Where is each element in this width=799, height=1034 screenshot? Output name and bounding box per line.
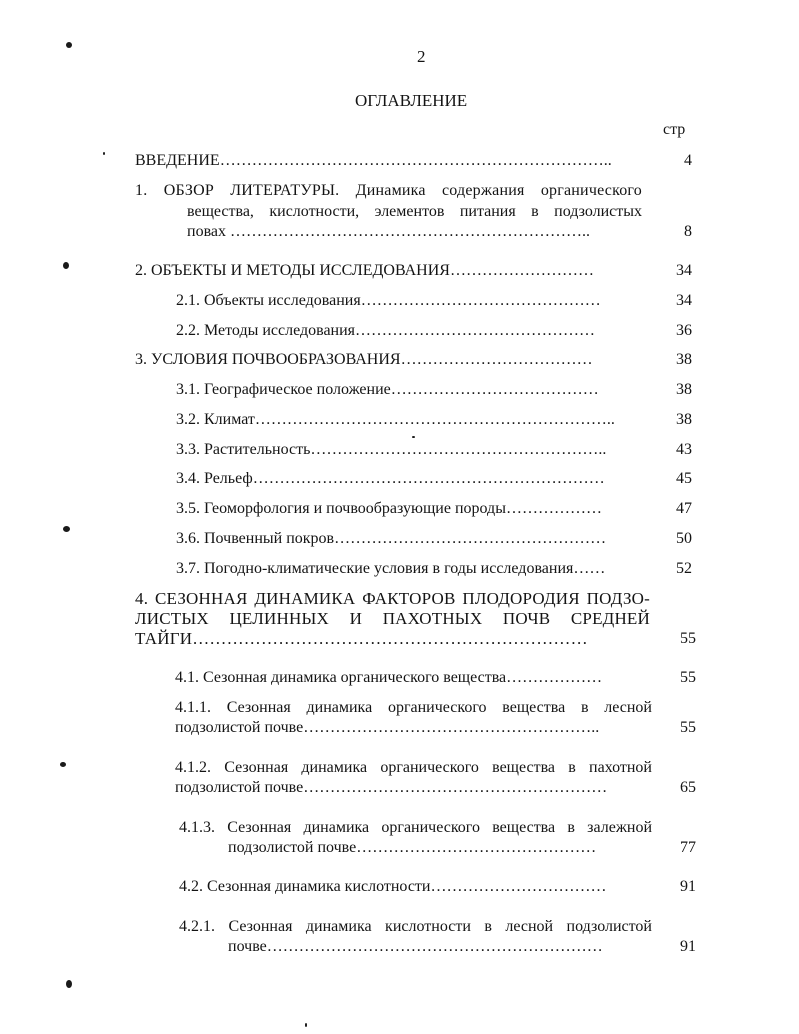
scan-speck: [412, 436, 415, 438]
scan-speck: [63, 262, 69, 269]
scan-speck: [60, 762, 66, 767]
toc-entry-4-1-1-line-1[interactable]: 4.1.1. Сезонная динамика органического вещества в лесной: [175, 699, 652, 716]
toc-page-number: 77: [680, 839, 696, 856]
toc-entry-4-1-2-line-1[interactable]: 4.1.2. Сезонная динамика органического вещества в пахотной: [175, 759, 652, 776]
toc-page-number: 65: [680, 779, 696, 796]
toc-page-number: 34: [676, 292, 692, 309]
toc-page-number: 55: [680, 630, 696, 647]
toc-entry-3-4[interactable]: 3.4. Рельеф…………………………………………………………: [176, 470, 605, 487]
toc-page-number: 55: [680, 669, 696, 686]
toc-entry-chapter-1-line-1[interactable]: 1. ОБЗОР ЛИТЕРАТУРЫ. Динамика содержания органического: [135, 182, 642, 199]
toc-page-number: 4: [684, 152, 692, 169]
toc-page-number: 52: [676, 560, 692, 577]
toc-entry-4-1-2-line-2: подзолистой почве…………………………………………………: [175, 779, 608, 796]
toc-page-number: 43: [676, 441, 692, 458]
toc-page-number: 91: [680, 938, 696, 955]
toc-page-number: 8: [684, 223, 692, 240]
toc-page-number: 38: [676, 381, 692, 398]
toc-page-number: 45: [676, 470, 692, 487]
toc-page-number: 91: [680, 878, 696, 895]
toc-entry-3-7[interactable]: 3.7. Погодно-климатические условия в годы исследования……: [176, 560, 606, 577]
toc-entry-2-1[interactable]: 2.1. Объекты исследования………………………………………: [176, 292, 601, 309]
page-column-label: стр: [663, 121, 686, 138]
toc-entry-3-1[interactable]: 3.1. Географическое положение…………………………………: [176, 381, 599, 398]
toc-entry-3-6[interactable]: 3.6. Почвенный покров……………………………………………: [176, 530, 607, 547]
scan-speck: [103, 152, 105, 155]
toc-entry-chapter-3[interactable]: 3. УСЛОВИЯ ПОЧВООБРАЗОВАНИЯ………………………………: [135, 351, 593, 368]
toc-entry-4-1[interactable]: 4.1. Сезонная динамика органического вещества………………: [175, 669, 603, 686]
page-number: 2: [417, 47, 426, 66]
toc-entry-4-2[interactable]: 4.2. Сезонная динамика кислотности……………………………: [179, 878, 607, 895]
toc-page-number: 34: [676, 262, 692, 279]
toc-entry-3-3[interactable]: 3.3. Растительность………………………………………………..: [176, 441, 607, 458]
toc-entry-chapter-4-line-1[interactable]: 4. СЕЗОННАЯ ДИНАМИКА ФАКТОРОВ ПЛОДОРОДИЯ ПОДЗО-: [135, 589, 650, 608]
toc-entry-2-2[interactable]: 2.2. Методы исследования………………………………………: [176, 322, 596, 339]
toc-entry-3-5[interactable]: 3.5. Геоморфология и почвообразующие породы………………: [176, 500, 602, 517]
toc-page-number: 47: [676, 500, 692, 517]
toc-entry-chapter-1-line-3: повах …………………………………………………………..: [187, 223, 591, 240]
scan-speck: [63, 526, 70, 532]
toc-entry-chapter-2[interactable]: 2. ОБЪЕКТЫ И МЕТОДЫ ИССЛЕДОВАНИЯ………………………: [135, 262, 594, 279]
toc-entry-4-2-1-line-1[interactable]: 4.2.1. Сезонная динамика кислотности в лесной подзолистой: [179, 918, 652, 935]
toc-page-number: 38: [676, 351, 692, 368]
toc-entry-4-1-3-line-2: подзолистой почве………………………………………: [228, 839, 597, 856]
toc-entry-chapter-1-line-2: вещества, кислотности, элементов питания в подзолистых: [187, 203, 642, 220]
toc-entry-chapter-4-line-2: ЛИСТЫХ ЦЕЛИННЫХ И ПАХОТНЫХ ПОЧВ СРЕДНЕЙ: [135, 609, 650, 628]
toc-page-number: 55: [680, 719, 696, 736]
toc-entry-introduction[interactable]: ВВЕДЕНИЕ………………………………………………………………..: [135, 152, 612, 169]
toc-entry-chapter-4-line-3: ТАЙГИ……………………………………………………………: [135, 629, 588, 648]
toc-entry-3-2[interactable]: 3.2. Климат…………………………………………………………..: [176, 411, 615, 428]
toc-entry-4-1-1-line-2: подзолистой почве………………………………………………..: [175, 719, 600, 736]
toc-page-number: 38: [676, 411, 692, 428]
toc-title: ОГЛАВЛЕНИЕ: [355, 91, 468, 110]
toc-page-number: 50: [676, 530, 692, 547]
scan-speck: [66, 980, 72, 988]
scan-speck: [66, 42, 72, 48]
toc-entry-4-1-3-line-1[interactable]: 4.1.3. Сезонная динамика органического вещества в залежной: [179, 819, 652, 836]
scan-speck: [305, 1023, 307, 1027]
toc-page-number: 36: [676, 322, 692, 339]
toc-entry-4-2-1-line-2: почве………………………………………………………: [228, 938, 603, 955]
